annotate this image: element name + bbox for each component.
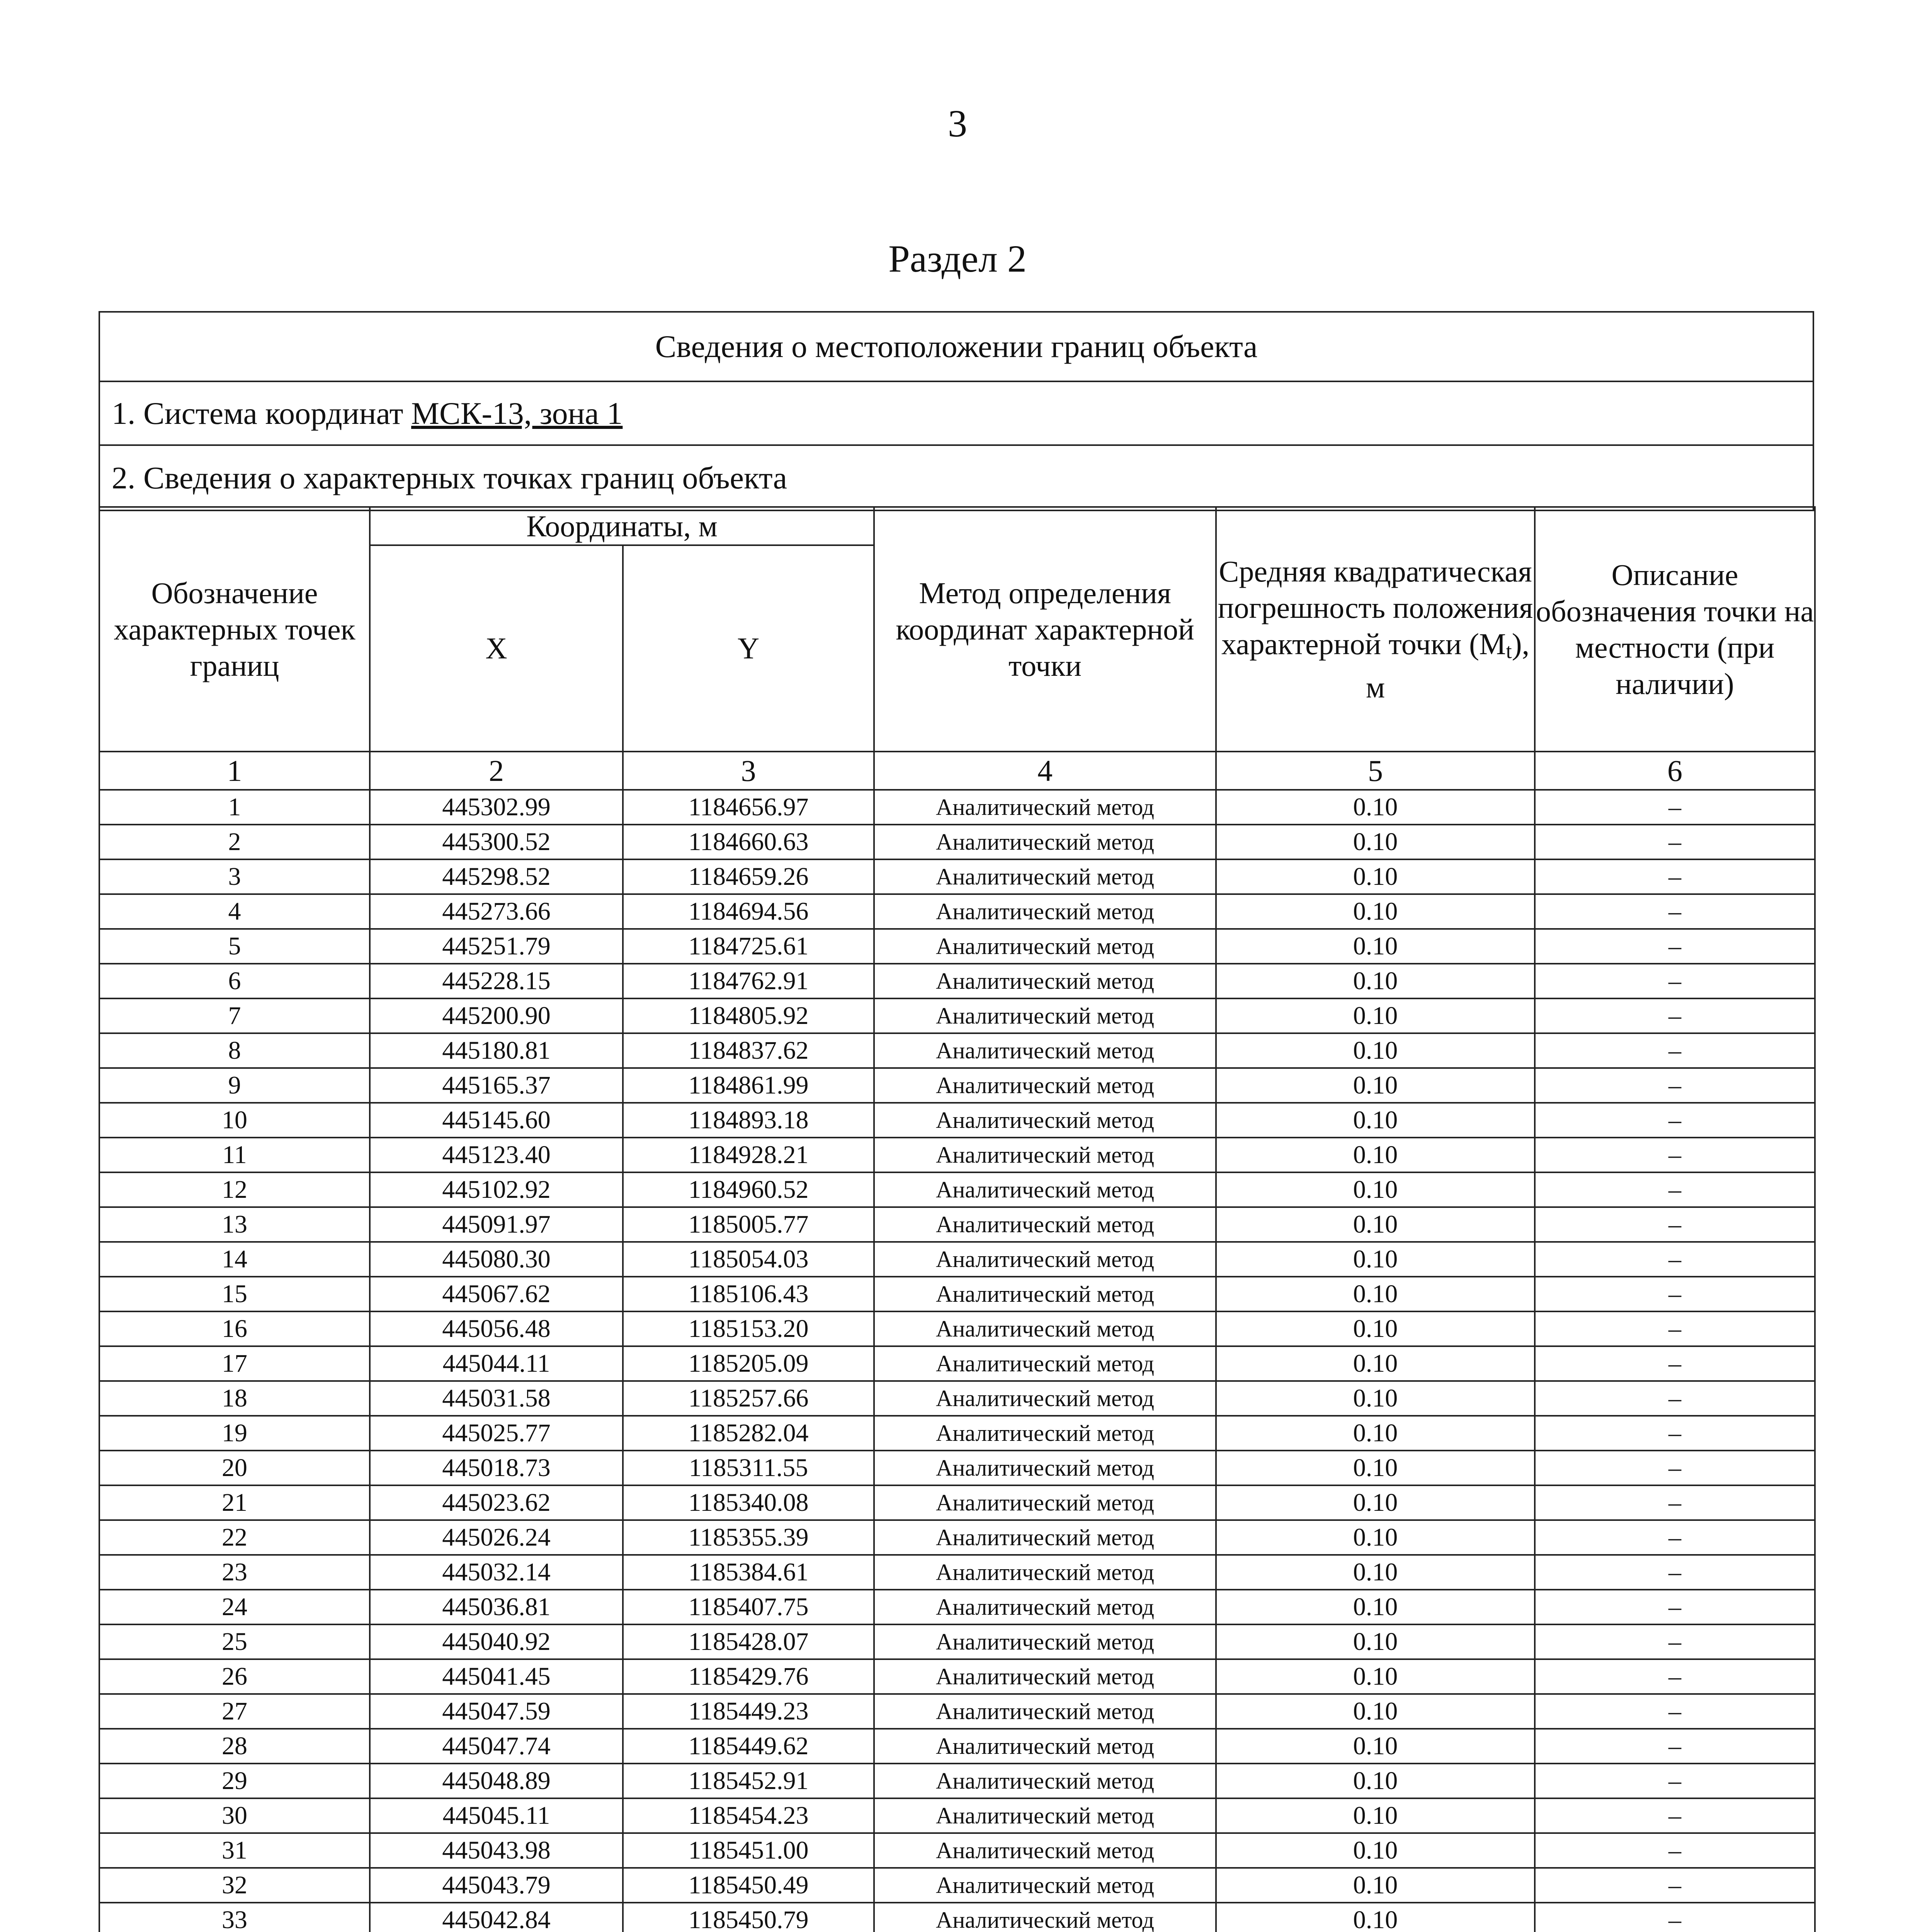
header-designation: Обозначение характерных точек границ	[99, 507, 370, 752]
description-cell: –	[1535, 1172, 1815, 1207]
error-cell: 0.10	[1216, 964, 1535, 998]
header-error-text: Средняя квадратическая погрешность положения характерной точки (M	[1218, 554, 1533, 661]
x-coordinate-cell: 445056.48	[370, 1311, 623, 1346]
description-cell: –	[1535, 1729, 1815, 1764]
point-number-cell: 9	[99, 1068, 370, 1103]
point-number-cell: 33	[99, 1903, 370, 1932]
table-row	[99, 929, 1815, 964]
y-coordinate-cell: 1185205.09	[623, 1346, 874, 1381]
y-coordinate-cell: 1185106.43	[623, 1277, 874, 1311]
x-coordinate-cell: 445228.15	[370, 964, 623, 998]
table-row	[99, 1903, 1815, 1932]
error-cell: 0.10	[1216, 1068, 1535, 1103]
description-cell: –	[1535, 998, 1815, 1033]
description-cell: –	[1535, 894, 1815, 929]
error-cell: 0.10	[1216, 1520, 1535, 1555]
header-x: X	[370, 545, 623, 752]
error-cell: 0.10	[1216, 1729, 1535, 1764]
column-number: 1	[99, 752, 370, 790]
table-row	[99, 1346, 1815, 1381]
column-number: 4	[874, 752, 1216, 790]
method-cell: Аналитический метод	[874, 1590, 1216, 1624]
x-coordinate-cell: 445302.99	[370, 790, 623, 825]
method-cell: Аналитический метод	[874, 1138, 1216, 1172]
y-coordinate-cell: 1185384.61	[623, 1555, 874, 1590]
point-number-cell: 10	[99, 1103, 370, 1138]
x-coordinate-cell: 445040.92	[370, 1624, 623, 1659]
description-cell: –	[1535, 1659, 1815, 1694]
description-cell: –	[1535, 1520, 1815, 1555]
header-description: Описание обозначения точки на местности (при наличии)	[1535, 507, 1815, 752]
method-cell: Аналитический метод	[874, 1277, 1216, 1311]
description-cell: –	[1535, 1277, 1815, 1311]
x-coordinate-cell: 445298.52	[370, 859, 623, 894]
error-cell: 0.10	[1216, 1172, 1535, 1207]
table-row	[99, 1172, 1815, 1207]
description-cell: –	[1535, 1555, 1815, 1590]
x-coordinate-cell: 445042.84	[370, 1903, 623, 1932]
description-cell: –	[1535, 1103, 1815, 1138]
column-number: 2	[370, 752, 623, 790]
description-cell: –	[1535, 1590, 1815, 1624]
point-number-cell: 24	[99, 1590, 370, 1624]
header-y: Y	[623, 545, 874, 752]
description-cell: –	[1535, 1346, 1815, 1381]
point-number-cell: 21	[99, 1485, 370, 1520]
error-cell: 0.10	[1216, 1555, 1535, 1590]
description-cell: –	[1535, 1903, 1815, 1932]
x-coordinate-cell: 445145.60	[370, 1103, 623, 1138]
table-row	[99, 1033, 1815, 1068]
x-coordinate-cell: 445067.62	[370, 1277, 623, 1311]
method-cell: Аналитический метод	[874, 1659, 1216, 1694]
error-cell: 0.10	[1216, 1798, 1535, 1833]
method-cell: Аналитический метод	[874, 1764, 1216, 1798]
table-row	[99, 1138, 1815, 1172]
table-row	[99, 1068, 1815, 1103]
x-coordinate-cell: 445025.77	[370, 1416, 623, 1451]
y-coordinate-cell: 1185005.77	[623, 1207, 874, 1242]
y-coordinate-cell: 1185429.76	[623, 1659, 874, 1694]
description-cell: –	[1535, 1207, 1815, 1242]
table-row	[99, 1764, 1815, 1798]
description-cell: –	[1535, 825, 1815, 859]
page-number: 3	[948, 102, 967, 145]
description-cell: –	[1535, 929, 1815, 964]
x-coordinate-cell: 445200.90	[370, 998, 623, 1033]
method-cell: Аналитический метод	[874, 1311, 1216, 1346]
table-row	[99, 1833, 1815, 1868]
error-cell: 0.10	[1216, 1868, 1535, 1903]
point-number-cell: 12	[99, 1172, 370, 1207]
x-coordinate-cell: 445180.81	[370, 1033, 623, 1068]
table-row	[99, 1868, 1815, 1903]
error-cell: 0.10	[1216, 1833, 1535, 1868]
y-coordinate-cell: 1184837.62	[623, 1033, 874, 1068]
y-coordinate-cell: 1184861.99	[623, 1068, 874, 1103]
table-row	[99, 1659, 1815, 1694]
x-coordinate-cell: 445047.59	[370, 1694, 623, 1729]
method-cell: Аналитический метод	[874, 964, 1216, 998]
table-row	[99, 790, 1815, 825]
method-cell: Аналитический метод	[874, 1346, 1216, 1381]
header-method: Метод определения координат характерной точки	[874, 507, 1216, 752]
method-cell: Аналитический метод	[874, 894, 1216, 929]
error-cell: 0.10	[1216, 825, 1535, 859]
method-cell: Аналитический метод	[874, 1207, 1216, 1242]
point-number-cell: 1	[99, 790, 370, 825]
table-row	[99, 1590, 1815, 1624]
x-coordinate-cell: 445026.24	[370, 1520, 623, 1555]
point-number-cell: 14	[99, 1242, 370, 1277]
method-cell: Аналитический метод	[874, 825, 1216, 859]
method-cell: Аналитический метод	[874, 1103, 1216, 1138]
table-row	[99, 1798, 1815, 1833]
table-row	[99, 998, 1815, 1033]
method-cell: Аналитический метод	[874, 790, 1216, 825]
x-coordinate-cell: 445044.11	[370, 1346, 623, 1381]
error-cell: 0.10	[1216, 1346, 1535, 1381]
error-cell: 0.10	[1216, 894, 1535, 929]
description-cell: –	[1535, 1033, 1815, 1068]
error-cell: 0.10	[1216, 1103, 1535, 1138]
error-cell: 0.10	[1216, 859, 1535, 894]
y-coordinate-cell: 1185454.23	[623, 1798, 874, 1833]
table-row	[99, 894, 1815, 929]
table-row	[99, 1103, 1815, 1138]
x-coordinate-cell: 445018.73	[370, 1451, 623, 1485]
y-coordinate-cell: 1184928.21	[623, 1138, 874, 1172]
description-cell: –	[1535, 1798, 1815, 1833]
point-number-cell: 19	[99, 1416, 370, 1451]
error-cell: 0.10	[1216, 1242, 1535, 1277]
x-coordinate-cell: 445300.52	[370, 825, 623, 859]
method-cell: Аналитический метод	[874, 859, 1216, 894]
error-cell: 0.10	[1216, 1590, 1535, 1624]
y-coordinate-cell: 1185340.08	[623, 1485, 874, 1520]
description-cell: –	[1535, 1833, 1815, 1868]
error-cell: 0.10	[1216, 1138, 1535, 1172]
point-number-cell: 29	[99, 1764, 370, 1798]
section-title: Раздел 2	[888, 237, 1027, 280]
point-number-cell: 8	[99, 1033, 370, 1068]
table-row	[99, 1311, 1815, 1346]
error-cell: 0.10	[1216, 1659, 1535, 1694]
x-coordinate-cell: 445080.30	[370, 1242, 623, 1277]
error-cell: 0.10	[1216, 1033, 1535, 1068]
point-number-cell: 13	[99, 1207, 370, 1242]
description-cell: –	[1535, 1311, 1815, 1346]
description-cell: –	[1535, 1868, 1815, 1903]
description-cell: –	[1535, 1451, 1815, 1485]
method-cell: Аналитический метод	[874, 1798, 1216, 1833]
header-error	[1216, 507, 1535, 752]
method-cell: Аналитический метод	[874, 1451, 1216, 1485]
method-cell: Аналитический метод	[874, 1416, 1216, 1451]
point-number-cell: 26	[99, 1659, 370, 1694]
point-number-cell: 2	[99, 825, 370, 859]
x-coordinate-cell: 445091.97	[370, 1207, 623, 1242]
point-number-cell: 5	[99, 929, 370, 964]
table-row	[99, 1520, 1815, 1555]
y-coordinate-cell: 1184805.92	[623, 998, 874, 1033]
x-coordinate-cell: 445036.81	[370, 1590, 623, 1624]
boundary-points-table	[99, 506, 1816, 1932]
table-row	[99, 859, 1815, 894]
y-coordinate-cell: 1185054.03	[623, 1242, 874, 1277]
method-cell: Аналитический метод	[874, 1624, 1216, 1659]
header-error-unit: ), м	[1366, 627, 1530, 704]
method-cell: Аналитический метод	[874, 1381, 1216, 1416]
coordinate-system-label: 1. Система координат	[112, 395, 412, 431]
description-cell: –	[1535, 790, 1815, 825]
y-coordinate-cell: 1185407.75	[623, 1590, 874, 1624]
header-coordinates: Координаты, м	[370, 507, 874, 545]
frame-title: Сведения о местоположении границ объекта	[100, 313, 1813, 382]
y-coordinate-cell: 1185450.49	[623, 1868, 874, 1903]
x-coordinate-cell: 445045.11	[370, 1798, 623, 1833]
error-cell: 0.10	[1216, 1485, 1535, 1520]
y-coordinate-cell: 1185428.07	[623, 1624, 874, 1659]
column-number: 5	[1216, 752, 1535, 790]
description-cell: –	[1535, 1624, 1815, 1659]
error-cell: 0.10	[1216, 1903, 1535, 1932]
x-coordinate-cell: 445043.98	[370, 1833, 623, 1868]
error-cell: 0.10	[1216, 1416, 1535, 1451]
description-cell: –	[1535, 964, 1815, 998]
point-number-cell: 15	[99, 1277, 370, 1311]
y-coordinate-cell: 1185450.79	[623, 1903, 874, 1932]
y-coordinate-cell: 1185449.23	[623, 1694, 874, 1729]
point-number-cell: 31	[99, 1833, 370, 1868]
point-number-cell: 27	[99, 1694, 370, 1729]
error-cell: 0.10	[1216, 1624, 1535, 1659]
table-row	[99, 1242, 1815, 1277]
point-number-cell: 22	[99, 1520, 370, 1555]
y-coordinate-cell: 1185452.91	[623, 1764, 874, 1798]
x-coordinate-cell: 445048.89	[370, 1764, 623, 1798]
point-number-cell: 20	[99, 1451, 370, 1485]
table-row	[99, 1555, 1815, 1590]
point-number-cell: 16	[99, 1311, 370, 1346]
table-row	[99, 1451, 1815, 1485]
header-error-subscript: t	[1506, 639, 1512, 663]
method-cell: Аналитический метод	[874, 1694, 1216, 1729]
table-row	[99, 1381, 1815, 1416]
description-cell: –	[1535, 1381, 1815, 1416]
x-coordinate-cell: 445102.92	[370, 1172, 623, 1207]
point-number-cell: 3	[99, 859, 370, 894]
table-row	[99, 1729, 1815, 1764]
y-coordinate-cell: 1185257.66	[623, 1381, 874, 1416]
coordinate-system-row	[100, 382, 1813, 446]
point-number-cell: 30	[99, 1798, 370, 1833]
table-row	[99, 825, 1815, 859]
table-row	[99, 1207, 1815, 1242]
y-coordinate-cell: 1185282.04	[623, 1416, 874, 1451]
y-coordinate-cell: 1185311.55	[623, 1451, 874, 1485]
point-number-cell: 4	[99, 894, 370, 929]
error-cell: 0.10	[1216, 929, 1535, 964]
method-cell: Аналитический метод	[874, 998, 1216, 1033]
x-coordinate-cell: 445041.45	[370, 1659, 623, 1694]
y-coordinate-cell: 1185449.62	[623, 1729, 874, 1764]
table-row	[99, 1694, 1815, 1729]
method-cell: Аналитический метод	[874, 1833, 1216, 1868]
method-cell: Аналитический метод	[874, 1903, 1216, 1932]
point-number-cell: 7	[99, 998, 370, 1033]
y-coordinate-cell: 1185355.39	[623, 1520, 874, 1555]
table-row	[99, 1485, 1815, 1520]
y-coordinate-cell: 1185451.00	[623, 1833, 874, 1868]
error-cell: 0.10	[1216, 1764, 1535, 1798]
point-number-cell: 11	[99, 1138, 370, 1172]
error-cell: 0.10	[1216, 1451, 1535, 1485]
points-heading: 2. Сведения о характерных точках границ объекта	[112, 460, 787, 495]
section-frame	[99, 311, 1814, 511]
column-number: 6	[1535, 752, 1815, 790]
description-cell: –	[1535, 1068, 1815, 1103]
method-cell: Аналитический метод	[874, 1729, 1216, 1764]
x-coordinate-cell: 445047.74	[370, 1729, 623, 1764]
method-cell: Аналитический метод	[874, 1172, 1216, 1207]
error-cell: 0.10	[1216, 998, 1535, 1033]
error-cell: 0.10	[1216, 1277, 1535, 1311]
point-number-cell: 23	[99, 1555, 370, 1590]
x-coordinate-cell: 445123.40	[370, 1138, 623, 1172]
x-coordinate-cell: 445043.79	[370, 1868, 623, 1903]
point-number-cell: 28	[99, 1729, 370, 1764]
error-cell: 0.10	[1216, 1694, 1535, 1729]
table-row	[99, 1277, 1815, 1311]
y-coordinate-cell: 1184762.91	[623, 964, 874, 998]
description-cell: –	[1535, 1694, 1815, 1729]
point-number-cell: 17	[99, 1346, 370, 1381]
description-cell: –	[1535, 1138, 1815, 1172]
y-coordinate-cell: 1184893.18	[623, 1103, 874, 1138]
error-cell: 0.10	[1216, 790, 1535, 825]
description-cell: –	[1535, 859, 1815, 894]
error-cell: 0.10	[1216, 1207, 1535, 1242]
y-coordinate-cell: 1184725.61	[623, 929, 874, 964]
x-coordinate-cell: 445031.58	[370, 1381, 623, 1416]
error-cell: 0.10	[1216, 1311, 1535, 1346]
points-table-body	[99, 790, 1815, 1932]
x-coordinate-cell: 445023.62	[370, 1485, 623, 1520]
method-cell: Аналитический метод	[874, 929, 1216, 964]
method-cell: Аналитический метод	[874, 1555, 1216, 1590]
table-row	[99, 1624, 1815, 1659]
table-row	[99, 964, 1815, 998]
description-cell: –	[1535, 1416, 1815, 1451]
y-coordinate-cell: 1184694.56	[623, 894, 874, 929]
method-cell: Аналитический метод	[874, 1068, 1216, 1103]
x-coordinate-cell: 445165.37	[370, 1068, 623, 1103]
point-number-cell: 6	[99, 964, 370, 998]
error-cell: 0.10	[1216, 1381, 1535, 1416]
y-coordinate-cell: 1184659.26	[623, 859, 874, 894]
x-coordinate-cell: 445032.14	[370, 1555, 623, 1590]
description-cell: –	[1535, 1485, 1815, 1520]
method-cell: Аналитический метод	[874, 1485, 1216, 1520]
point-number-cell: 32	[99, 1868, 370, 1903]
method-cell: Аналитический метод	[874, 1242, 1216, 1277]
method-cell: Аналитический метод	[874, 1033, 1216, 1068]
x-coordinate-cell: 445273.66	[370, 894, 623, 929]
x-coordinate-cell: 445251.79	[370, 929, 623, 964]
method-cell: Аналитический метод	[874, 1520, 1216, 1555]
method-cell: Аналитический метод	[874, 1868, 1216, 1903]
column-number: 3	[623, 752, 874, 790]
y-coordinate-cell: 1185153.20	[623, 1311, 874, 1346]
description-cell: –	[1535, 1764, 1815, 1798]
description-cell: –	[1535, 1242, 1815, 1277]
y-coordinate-cell: 1184656.97	[623, 790, 874, 825]
y-coordinate-cell: 1184960.52	[623, 1172, 874, 1207]
point-number-cell: 18	[99, 1381, 370, 1416]
table-row	[99, 1416, 1815, 1451]
coordinate-system-value: МСК-13, зона 1	[411, 395, 623, 431]
y-coordinate-cell: 1184660.63	[623, 825, 874, 859]
point-number-cell: 25	[99, 1624, 370, 1659]
